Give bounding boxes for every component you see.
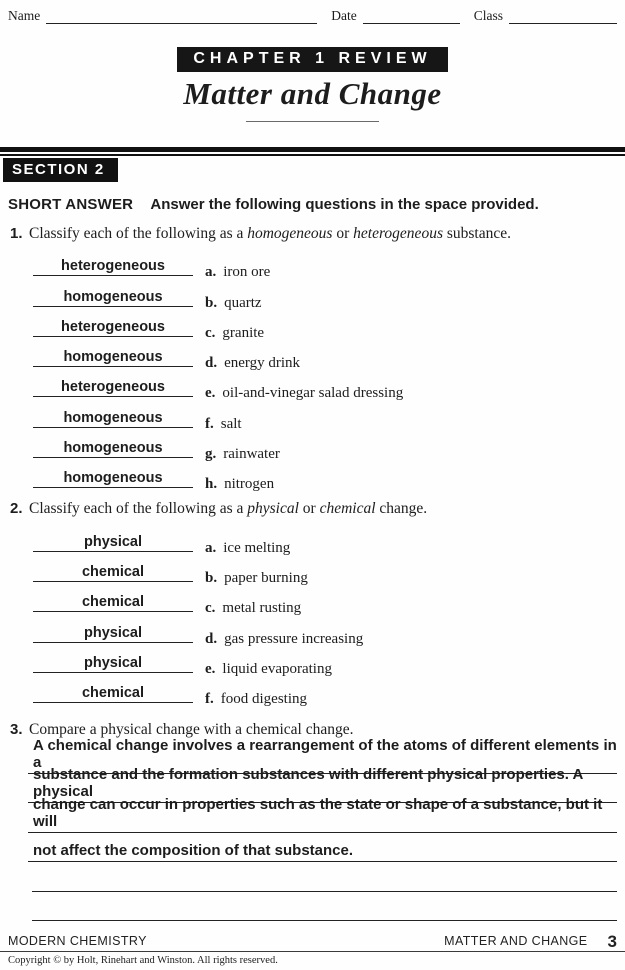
answer-item-row [8,458,617,493]
date-blank-line[interactable] [363,11,460,24]
answer-item-row [8,307,617,341]
written-answer [8,736,617,921]
name-label: Name [8,8,41,23]
footer-row [0,931,625,951]
title-underline [246,121,379,122]
item-letter: a. [205,264,217,281]
prompt-part: chemical [319,500,376,518]
answer-blank: heterogeneous [33,379,193,397]
question-number: 2. [10,500,23,518]
question-number: 1. [10,225,23,242]
answer-blank: physical [33,625,193,643]
item-text: liquid evaporating [222,660,332,677]
class-label: Class [473,8,503,23]
blank-answer-line[interactable] [32,892,617,922]
prompt-part: Classify each of the following as a [29,225,248,242]
answer-items [8,521,617,708]
question-text [29,499,427,518]
answer-item-row [8,612,617,647]
written-answer-line: not affect the composition of that substance. [28,833,617,863]
prompt-part: heterogeneous [353,225,443,242]
item-letter: d. [205,630,218,647]
divider-thick-rule [0,147,625,152]
item-letter: d. [205,355,218,372]
written-answer-line: A chemical change involves a rearrangement of the atoms of different elements in a [28,744,617,774]
answer-blank: physical [33,534,193,552]
question-block-3 [8,720,617,921]
answer-item-row [8,367,617,402]
prompt-part: or [332,225,354,242]
item-text: ice melting [223,539,291,556]
blank-answer-line[interactable] [32,862,617,892]
prompt-part: physical [247,500,299,518]
chapter-banner-row [8,47,617,72]
answer-item-row [8,428,617,463]
answer-blank: chemical [33,564,193,582]
item-text: iron ore [223,264,271,281]
item-text: energy drink [224,355,301,372]
answer-blank: heterogeneous [33,319,193,337]
answer-item-row [8,337,617,372]
answer-blank: homogeneous [33,349,193,367]
written-answer-line: substance and the formation substances with different physical properties. A physical [28,774,617,804]
answer-blank: chemical [33,685,193,703]
class-blank-line[interactable] [509,11,617,24]
answer-blank: homogeneous [33,470,193,488]
header-fill-in-row [8,7,617,24]
section-badge-row [8,156,617,182]
answer-blank: homogeneous [33,410,193,428]
item-letter: h. [205,476,218,493]
item-letter: g. [205,446,217,463]
footer-right-group [444,931,617,951]
item-letter: b. [205,294,218,311]
item-letter: e. [205,660,216,677]
written-answer-line: change can occur in properties such as the state or shape of a substance, but it will [28,803,617,833]
section-divider [0,147,625,156]
prompt-part: homogeneous [247,225,333,242]
question-number: 3. [10,721,23,739]
item-text: oil-and-vinegar salad dressing [222,385,404,402]
item-text: quartz [224,294,262,311]
question-prompt-row [8,499,617,518]
instructions-row [8,196,617,213]
prompt-part: Classify each of the following as a [29,500,248,518]
item-text: gas pressure increasing [224,630,364,647]
item-text: metal rusting [222,600,302,617]
item-letter: b. [205,569,218,586]
prompt-part: Compare a physical change with a chemical change. [29,721,354,739]
answer-item-row [8,246,617,281]
item-text: salt [220,415,242,432]
book-title: MODERN CHEMISTRY [8,933,147,948]
item-letter: c. [205,600,216,617]
instructions-text: Answer the following questions in the space provided. [150,196,539,213]
question-block-1 [8,224,617,493]
chapter-banner: CHAPTER 1 REVIEW [177,47,447,72]
item-text: paper burning [224,569,308,586]
item-text: rainwater [223,446,280,463]
questions-container [8,224,617,921]
answer-item-row [8,582,617,617]
prompt-part: change. [375,500,428,518]
date-label: Date [331,8,357,23]
page-title: Matter and Change [183,76,442,111]
answer-item-row [8,521,617,556]
page-footer [0,931,625,970]
item-text: granite [222,324,265,341]
page-number: 3 [607,931,617,951]
short-answer-heading: SHORT ANSWER [8,196,134,213]
question-block-2 [8,499,617,708]
question-prompt-row [8,224,617,243]
prompt-part: substance. [442,225,511,242]
item-text: nitrogen [224,476,275,493]
name-blank-line[interactable] [46,11,317,24]
answer-blank: physical [33,655,193,673]
question-text [29,224,511,243]
prompt-part: or [298,500,320,518]
section-badge: SECTION 2 [3,158,118,182]
item-letter: f. [205,415,214,432]
answer-item-row [8,552,617,586]
answer-item-row [8,276,617,311]
answer-blank: homogeneous [33,289,193,307]
answer-blank: heterogeneous [33,258,193,276]
chapter-title-footer: MATTER AND CHANGE [444,933,588,948]
item-letter: c. [205,324,216,341]
item-letter: e. [205,385,216,402]
answer-items [8,246,617,493]
item-letter: a. [205,539,217,556]
answer-blank: homogeneous [33,440,193,458]
answer-blank: chemical [33,594,193,612]
item-text: food digesting [220,691,307,708]
item-letter: f. [205,691,214,708]
copyright-notice: Copyright © by Holt, Rinehart and Winston. All rights reserved. [8,955,278,966]
